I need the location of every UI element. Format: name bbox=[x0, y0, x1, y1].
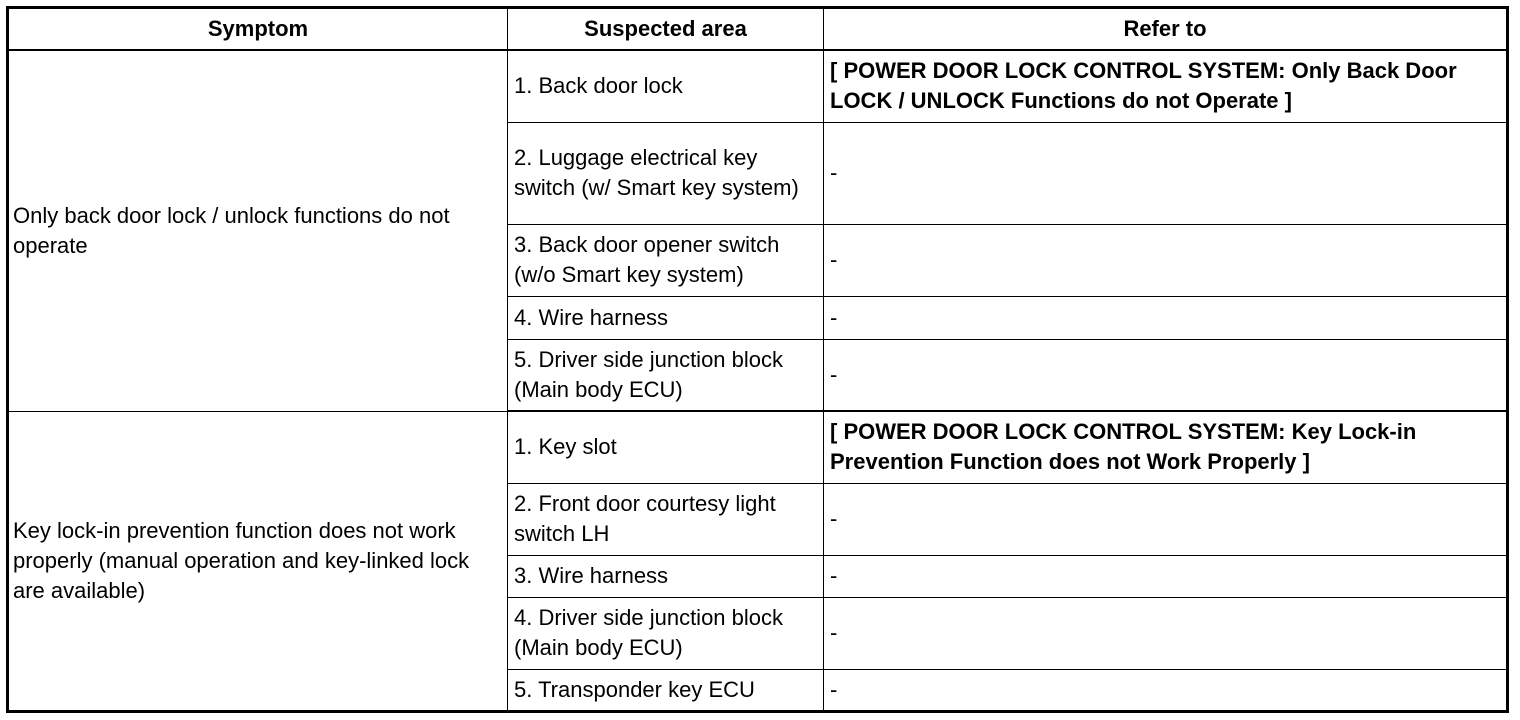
suspected-area-cell: 1. Key slot bbox=[508, 411, 824, 483]
suspected-area-cell: 5. Transponder key ECU bbox=[508, 669, 824, 711]
header-suspected-area: Suspected area bbox=[508, 8, 824, 51]
suspected-area-cell: 2. Luggage electrical key switch (w/ Smart key system) bbox=[508, 122, 824, 224]
table-header-row bbox=[8, 8, 1508, 51]
troubleshooting-table-container bbox=[6, 6, 1506, 713]
refer-to-cell: - bbox=[824, 555, 1508, 597]
table-row bbox=[8, 50, 1508, 122]
refer-to-link[interactable]: [ POWER DOOR LOCK CONTROL SYSTEM: Key Lock-in Prevention Function does not Work Properly ] bbox=[824, 411, 1508, 483]
troubleshooting-table bbox=[6, 6, 1509, 713]
symptom-cell: Only back door lock / unlock functions do not operate bbox=[8, 50, 508, 411]
header-symptom: Symptom bbox=[8, 8, 508, 51]
refer-to-link[interactable]: [ POWER DOOR LOCK CONTROL SYSTEM: Only Back Door LOCK / UNLOCK Functions do not Operate ] bbox=[824, 50, 1508, 122]
suspected-area-cell: 2. Front door courtesy light switch LH bbox=[508, 483, 824, 555]
refer-to-cell: - bbox=[824, 224, 1508, 296]
refer-to-cell: - bbox=[824, 483, 1508, 555]
header-refer-to: Refer to bbox=[824, 8, 1508, 51]
refer-to-cell: - bbox=[824, 597, 1508, 669]
refer-to-cell: - bbox=[824, 339, 1508, 411]
suspected-area-cell: 4. Wire harness bbox=[508, 296, 824, 339]
refer-to-cell: - bbox=[824, 669, 1508, 711]
symptom-cell: Key lock-in prevention function does not work properly (manual operation and key-linked lock are available) bbox=[8, 411, 508, 711]
table-row bbox=[8, 411, 1508, 483]
suspected-area-cell: 1. Back door lock bbox=[508, 50, 824, 122]
suspected-area-cell: 4. Driver side junction block (Main body ECU) bbox=[508, 597, 824, 669]
suspected-area-cell: 3. Wire harness bbox=[508, 555, 824, 597]
refer-to-cell: - bbox=[824, 122, 1508, 224]
refer-to-cell: - bbox=[824, 296, 1508, 339]
suspected-area-cell: 3. Back door opener switch (w/o Smart key system) bbox=[508, 224, 824, 296]
suspected-area-cell: 5. Driver side junction block (Main body ECU) bbox=[508, 339, 824, 411]
